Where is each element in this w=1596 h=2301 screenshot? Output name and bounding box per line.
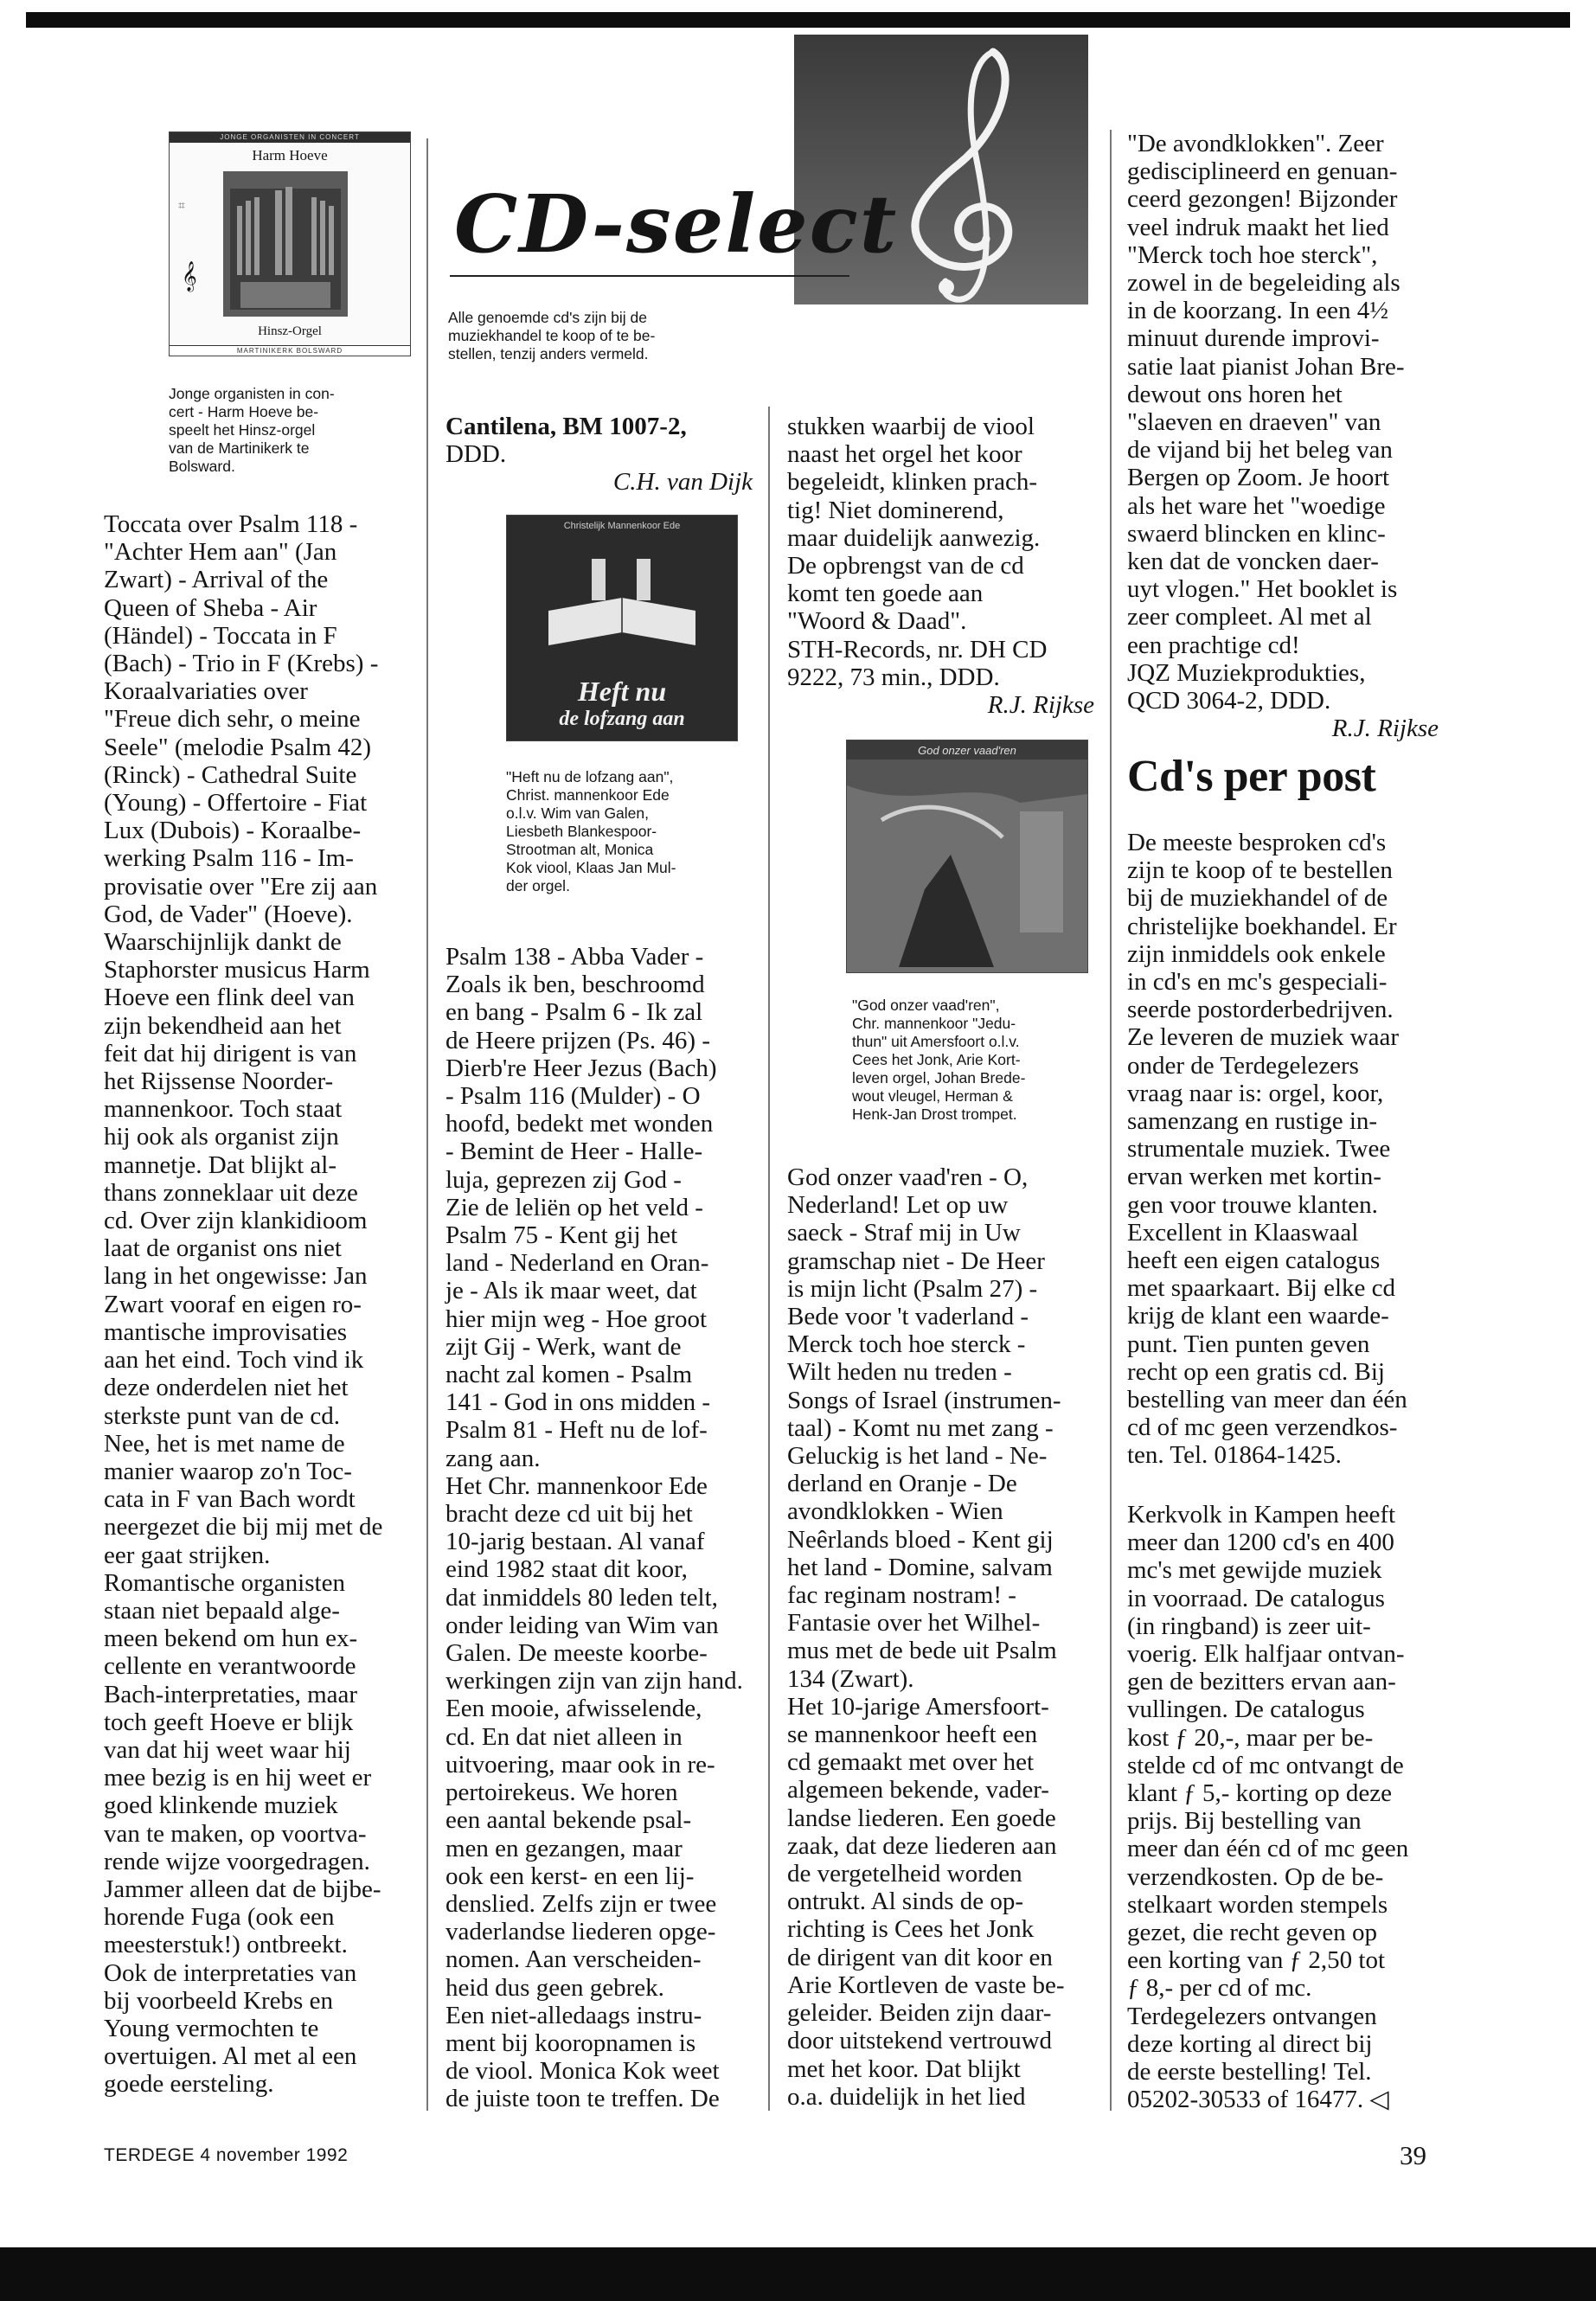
text-line: "slaeven en draeven" van xyxy=(1127,408,1381,437)
text-line: cd gemaakt met over het xyxy=(787,1748,1035,1777)
text-line: Merck toch hoe sterck - xyxy=(787,1330,1026,1359)
text-line: 10-jarig bestaan. Al vanaf xyxy=(445,1528,705,1556)
text-line: neergezet die bij mij met de xyxy=(104,1513,383,1541)
text-line: vullingen. De catalogus xyxy=(1127,1695,1365,1724)
cover3-top-text: God onzer vaad'ren xyxy=(918,744,1016,757)
text-line: landse liederen. Een goede xyxy=(787,1804,1056,1832)
cover-harm-hoeve xyxy=(169,131,411,356)
cover1-top-text: JONGE ORGANISTEN IN CONCERT xyxy=(170,132,410,143)
text-line: hier mijn weg - Hoe groot xyxy=(445,1304,708,1333)
text-line: gezet, die recht geven op xyxy=(1127,1919,1378,1947)
text-line: deze onderdelen niet het xyxy=(104,1374,349,1402)
text-line: voerig. Elk halfjaar ontvan- xyxy=(1127,1640,1405,1669)
top-border-bar xyxy=(26,12,1570,28)
article-cds-per-post-1 xyxy=(1127,829,1439,1470)
text-line: Terdegelezers ontvangen xyxy=(1127,2002,1377,2030)
text-line: eer gaat strijken. xyxy=(104,1541,271,1569)
text-line: zijn bekendheid aan het xyxy=(104,1011,342,1040)
text-line: uitvoering, maar ook in re- xyxy=(445,1750,715,1779)
text-line: als het ware het "woedige xyxy=(1127,491,1386,520)
review-text-2 xyxy=(445,943,753,2113)
text-line: meesterstuk!) ontbreekt. xyxy=(104,1931,348,1959)
text-line: (Young) - Offertoire - Fiat xyxy=(104,789,368,817)
text-line: samenzang en rustige in- xyxy=(1127,1107,1378,1136)
text-line: in de koorzang. In een 4½ xyxy=(1127,297,1388,325)
text-line: Neêrlands bloed - Kent gij xyxy=(787,1525,1054,1554)
text-line: derland en Oranje - De xyxy=(787,1470,1017,1498)
text-line: gen voor trouwe klanten. xyxy=(1127,1190,1378,1219)
text-line: Galen. De meeste koorbe- xyxy=(445,1639,708,1668)
text-line: dewout ons horen het xyxy=(1127,380,1343,408)
text-line: ken dat de voncken daer- xyxy=(1127,548,1379,576)
cover-god-onzer-vaadren xyxy=(846,740,1088,973)
text-line: onder de Terdegelezers xyxy=(1127,1051,1359,1080)
text-line: manier waarop zo'n Toc- xyxy=(104,1457,352,1485)
text-line: avondklokken - Wien xyxy=(787,1497,1003,1526)
text-line: God onzer vaad'ren - O, xyxy=(787,1163,1029,1191)
text-line: de viool. Monica Kok weet xyxy=(445,2057,720,2086)
text-line: je - Als ik maar weet, dat xyxy=(445,1277,697,1305)
text-line: is mijn licht (Psalm 27) - xyxy=(787,1274,1038,1303)
text-line: satie laat pianist Johan Bre- xyxy=(1127,352,1405,381)
text-line: het Rijssense Noorder- xyxy=(104,1067,334,1096)
text-line: 9222, 73 min., DDD. xyxy=(787,663,1000,691)
text-line: bij de muziekhandel of de xyxy=(1127,884,1388,913)
text-line: swaerd blincken en klinc- xyxy=(1127,519,1386,548)
text-line: naast het orgel het koor xyxy=(787,440,1022,469)
text-line: laat de organist ons niet xyxy=(104,1234,342,1263)
text-line: een aantal bekende psal- xyxy=(445,1806,692,1835)
text-line: Zwart) - Arrival of the xyxy=(104,566,329,594)
title-intro: Alle genoemde cd's zijn bij de muziekhandel te koop of te be- stellen, tenzij anders vermeld. xyxy=(448,309,656,362)
text-line: JQZ Muziekprodukties, xyxy=(1127,658,1366,687)
text-line: cd. En dat niet alleen in xyxy=(445,1722,683,1751)
text-line: o.a. duidelijk in het lied xyxy=(787,2082,1026,2111)
text-line: geleider. Beiden zijn daar- xyxy=(787,1999,1052,2028)
text-line: land - Nederland en Oran- xyxy=(445,1249,709,1278)
text-line: komt ten goede aan xyxy=(787,580,984,608)
text-line: rende wijze voorgedragen. xyxy=(104,1847,370,1875)
text-line: meer dan één cd of mc geen xyxy=(1127,1835,1409,1863)
text-line: luja, geprezen zij God - xyxy=(445,1165,682,1194)
text-line: denslied. Zelfs zijn er twee xyxy=(445,1889,717,1918)
text-line: zijn te koop of te bestellen xyxy=(1127,856,1393,885)
text-line: Een niet-alledaags instru- xyxy=(445,2001,702,2029)
text-line: Het 10-jarige Amersfoort- xyxy=(787,1692,1049,1721)
text-line: "Merck toch hoe sterck", xyxy=(1127,240,1378,269)
text-line: cd of mc geen verzendkos- xyxy=(1127,1413,1398,1442)
text-line: Nee, het is met name de xyxy=(104,1429,345,1458)
text-line: mannetje. Dat blijkt al- xyxy=(104,1150,337,1179)
text-line: gramschap niet - De Heer xyxy=(787,1247,1045,1275)
text-line: Seele" (melodie Psalm 42) xyxy=(104,733,372,761)
text-line: Songs of Israel (instrumen- xyxy=(787,1386,1061,1414)
review-jqz-top xyxy=(1127,130,1439,742)
text-line: christelijke boekhandel. Er xyxy=(1127,912,1397,940)
text-line: door uitstekend vertrouwd xyxy=(787,2027,1053,2055)
cover1-clef-icon: 𝄞 xyxy=(182,262,197,291)
text-line: zijn inmiddels ook enkele xyxy=(1127,939,1386,968)
text-line: men en gezangen, maar xyxy=(445,1834,683,1862)
column-rule-3 xyxy=(1110,130,1112,2111)
text-line: mus met de bede uit Psalm xyxy=(787,1637,1057,1665)
text-line: zaak, dat deze liederen aan xyxy=(787,1831,1057,1860)
text-line: mantische improvisaties xyxy=(104,1317,348,1346)
text-line: nomen. Aan verscheiden- xyxy=(445,1945,702,1974)
text-line: ook een kerst- en een lij- xyxy=(445,1862,695,1890)
text-line: Queen of Sheba - Air xyxy=(104,593,317,622)
text-line: verzendkosten. Op de be- xyxy=(1127,1862,1384,1891)
text-line: bracht deze cd uit bij het xyxy=(445,1500,693,1529)
text-line: - Bemint de Heer - Halle- xyxy=(445,1138,703,1166)
text-line: onder leiding van Wim van xyxy=(445,1611,719,1639)
text-line: ment bij kooropnamen is xyxy=(445,2029,696,2057)
text-line: richting is Cees het Jonk xyxy=(787,1915,1035,1944)
text-line: punt. Tien punten geven xyxy=(1127,1330,1370,1358)
column-rule-2 xyxy=(768,407,770,2111)
cover1-place: MARTINIKERK BOLSWARD xyxy=(170,345,410,356)
text-line: goed klinkende muziek xyxy=(104,1791,338,1820)
text-line: hoofd, bedekt met wonden xyxy=(445,1110,714,1138)
text-line: ceerd gezongen! Bijzonder xyxy=(1127,185,1398,214)
text-line: Zie de leliën op het veld - xyxy=(445,1193,703,1221)
section-heading-cds-per-post: Cd's per post xyxy=(1127,752,1376,801)
text-line: provisatie over "Ere zij aan xyxy=(104,872,378,901)
text-line: overtuigen. Al met al een xyxy=(104,2042,357,2071)
text-line: Zwart vooraf en eigen ro- xyxy=(104,1290,362,1318)
text-line: De meeste besproken cd's xyxy=(1127,829,1387,856)
text-line: (Rinck) - Cathedral Suite xyxy=(104,760,357,789)
review-harm-hoeve xyxy=(104,510,411,2099)
text-line: STH-Records, nr. DH CD xyxy=(787,635,1048,663)
text-line: (Händel) - Toccata in F xyxy=(104,621,337,650)
caption-god-onzer-vaadren: "God onzer vaad'ren", Chr. mannenkoor "Jedu- thun" uit Amersfoort o.l.v. Cees het Jonk, Arie Kort- leven orgel, Johan Brede- wout vleugel, Herman & Henk-Jan Drost trompet. xyxy=(852,997,1026,1123)
text-line: Nederland! Let op uw xyxy=(787,1191,1009,1220)
text-line: Geluckig is het land - Ne- xyxy=(787,1442,1048,1471)
text-line: zang aan. xyxy=(445,1444,541,1472)
text-line: De opbrengst van de cd xyxy=(787,552,1024,580)
album-cantilena: Cantilena, BM 1007-2, xyxy=(445,413,687,440)
text-line: in voorraad. De catalogus xyxy=(1127,1584,1385,1612)
text-line: het land - Domine, salvam xyxy=(787,1553,1053,1581)
text-line: in cd's en mc's gespeciali- xyxy=(1127,968,1388,997)
text-line: Bach-interpretaties, maar xyxy=(104,1680,358,1708)
text-line: Waarschijnlijk dankt de xyxy=(104,928,342,957)
cover2-title-2: de lofzang aan xyxy=(559,708,685,730)
text-line: mannenkoor. Toch staat xyxy=(104,1095,343,1124)
text-line: heid dus geen gebrek. xyxy=(445,1973,664,2002)
organ-image xyxy=(223,171,348,317)
text-line: Bergen op Zoom. Je hoort xyxy=(1127,464,1390,492)
text-line: Het Chr. mannenkoor Ede xyxy=(445,1471,708,1500)
text-line: seerde postorderbedrijven. xyxy=(1127,996,1394,1024)
text-line: stelkaart worden stempels xyxy=(1127,1890,1388,1919)
text-line: werking Psalm 116 - Im- xyxy=(104,844,354,873)
text-line: veel indruk maakt het lied xyxy=(1127,213,1389,241)
text-line: ƒ 8,- per cd of mc. xyxy=(1127,1974,1312,2003)
text-line: feit dat hij dirigent is van xyxy=(104,1039,357,1067)
text-line: ervan werken met kortin- xyxy=(1127,1163,1381,1191)
text-line: God, de Vader" (Hoeve). xyxy=(104,900,353,928)
text-line: een korting van ƒ 2,50 tot xyxy=(1127,1946,1386,1975)
text-line: saeck - Straf mij in Uw xyxy=(787,1219,1021,1247)
text-line: met spaarkaart. Bij elke cd xyxy=(1127,1274,1396,1303)
text-line: "Woord & Daad". xyxy=(787,607,967,636)
text-line: recht op een gratis cd. Bij xyxy=(1127,1357,1385,1386)
text-line: hij ook als organist zijn xyxy=(104,1123,339,1151)
text-line: meer dan 1200 cd's en 400 xyxy=(1127,1529,1394,1557)
text-line: Psalm 75 - Kent gij het xyxy=(445,1221,678,1250)
text-line: Ook de interpretaties van xyxy=(104,1958,357,1987)
text-line: eind 1982 staat dit koor, xyxy=(445,1555,688,1584)
text-line: Hoeve een flink deel van xyxy=(104,984,355,1012)
text-line: algemeen bekende, vader- xyxy=(787,1776,1049,1804)
text-line: Lux (Dubois) - Koraalbe- xyxy=(104,817,362,845)
text-line: een prachtige cd! xyxy=(1127,631,1300,659)
text-line: (in ringband) is zeer uit- xyxy=(1127,1612,1371,1640)
review-ede-koor: Cantilena, BM 1007-2, DDD. C.H. van Dijk xyxy=(445,413,753,497)
text-line: "Freue dich sehr, o meine xyxy=(104,705,361,734)
credit-rijkse-1: R.J. Rijkse xyxy=(987,691,1094,720)
caption-harm-hoeve: Jonge organisten in con- cert - Harm Hoeve be- speelt het Hinsz-orgel van de Martinikerk te Bolsward. xyxy=(169,385,335,475)
text-line: Staphorster musicus Harm xyxy=(104,956,370,984)
text-line: Fantasie over het Wilhel- xyxy=(787,1609,1041,1638)
text-line: goede eersteling. xyxy=(104,2070,274,2099)
text-line: Koraalvariaties over xyxy=(104,677,308,706)
text-line: "Achter Hem aan" (Jan xyxy=(104,538,337,567)
text-line: meen bekend om hun ex- xyxy=(104,1625,358,1653)
text-line: (Bach) - Trio in F (Krebs) - xyxy=(104,650,379,678)
text-line: Psalm 81 - Heft nu de lof- xyxy=(445,1416,708,1445)
text-line: van dat hij weet waar hij xyxy=(104,1735,351,1764)
cover2-top-text: Christelijk Mannenkoor Ede xyxy=(563,521,681,531)
caption-heft-nu: "Heft nu de lofzang aan", Christ. mannenkoor Ede o.l.v. Wim van Galen, Liesbeth Blankespoor- Strootman alt, Monica Kok viool, Klaas Jan Mul- der orgel. xyxy=(506,768,676,894)
text-line: tig! Niet dominerend, xyxy=(787,496,1004,524)
text-line: se mannenkoor heeft een xyxy=(787,1721,1038,1749)
text-line: Psalm 138 - Abba Vader - xyxy=(445,943,704,971)
text-line: Ze leveren de muziek waar xyxy=(1127,1023,1399,1052)
text-line: werkingen zijn van zijn hand. xyxy=(445,1667,743,1695)
text-line: thans zonneklaar uit deze xyxy=(104,1178,358,1207)
text-line: - Psalm 116 (Mulder) - O xyxy=(445,1082,701,1111)
text-line: krijg de klant een waarde- xyxy=(1127,1302,1389,1330)
open-book-image xyxy=(540,550,704,663)
text-line: Jammer alleen dat de bijbe- xyxy=(104,1875,381,1903)
text-line: taal) - Komt nu met zang - xyxy=(787,1413,1054,1442)
text-line: de dirigent van dit koor en xyxy=(787,1943,1053,1971)
text-line: stukken waarbij de viool xyxy=(787,413,1035,440)
footer-issue: TERDEGE 4 november 1992 xyxy=(104,2145,349,2165)
text-line: begeleidt, klinken prach- xyxy=(787,468,1038,497)
text-line: Romantische organisten xyxy=(104,1568,345,1597)
text-line: Zoals ik ben, beschroomd xyxy=(445,971,705,999)
cover1-name: Harm Hoeve xyxy=(252,147,328,163)
text-line: klant ƒ 5,- korting op deze xyxy=(1127,1779,1393,1808)
text-line: gen de bezitters ervan aan- xyxy=(1127,1668,1396,1696)
text-line: Een mooie, afwisselende, xyxy=(445,1695,702,1723)
text-line: vaderlandse liederen opge- xyxy=(445,1918,716,1946)
text-line: uyt vlogen." Het booklet is xyxy=(1127,575,1398,604)
text-line: deze korting al direct bij xyxy=(1127,2029,1373,2058)
text-line: 05202-30533 of 16477. ◁ xyxy=(1127,2086,1389,2114)
bottom-border-bar xyxy=(0,2247,1596,2301)
text-line: Toccata over Psalm 118 - xyxy=(104,510,358,538)
text-line: 141 - God in ons midden - xyxy=(445,1388,711,1417)
credit-rijkse-2: R.J. Rijkse xyxy=(1331,715,1439,743)
cover1-symbol-icon: ⌗ xyxy=(178,200,185,213)
text-line: zowel in de begeleiding als xyxy=(1127,269,1401,298)
text-line: stelde cd of mc ontvangt de xyxy=(1127,1751,1404,1779)
text-line: staan niet bepaald alge- xyxy=(104,1596,340,1625)
text-line: zeer compleet. Al met al xyxy=(1127,603,1372,631)
text-line: mc's met gewijde muziek xyxy=(1127,1556,1382,1585)
text-line: toch geeft Hoeve er blijk xyxy=(104,1708,354,1736)
text-line: zijt Gij - Werk, want de xyxy=(445,1332,682,1361)
text-line: de juiste toon te treffen. De xyxy=(445,2085,720,2113)
text-line: Kerkvolk in Kampen heeft xyxy=(1127,1501,1396,1529)
review-jeduthun-top xyxy=(787,413,1094,719)
column-rule-1 xyxy=(426,138,428,2111)
text-line: "De avondklokken". Zeer xyxy=(1127,130,1384,157)
text-line: cata in F van Bach wordt xyxy=(104,1485,356,1514)
cover2-title-1: Heft nu xyxy=(577,676,667,707)
text-line: dat inmiddels 80 leden telt, xyxy=(445,1583,718,1612)
text-line: mee bezig is en hij weet er xyxy=(104,1764,372,1792)
text-line: kost ƒ 20,-, maar per be- xyxy=(1127,1723,1374,1752)
text-line: cellente en verantwoorde xyxy=(104,1652,356,1681)
text-line: Dierb're Heer Jezus (Bach) xyxy=(445,1054,717,1082)
text-line: strumentale muziek. Twee xyxy=(1127,1135,1391,1163)
text-line: de vijand bij het beleg van xyxy=(1127,436,1393,465)
text-line: heeft een eigen catalogus xyxy=(1127,1247,1381,1275)
text-line: de Heere prijzen (Ps. 46) - xyxy=(445,1026,710,1054)
text-line: bestelling van meer dan één xyxy=(1127,1386,1407,1414)
text-line: de vergetelheid worden xyxy=(787,1860,1022,1888)
text-line: lang in het ongewisse: Jan xyxy=(104,1262,368,1291)
text-line: Wilt heden nu treden - xyxy=(787,1358,1012,1387)
text-line: bij voorbeeld Krebs en xyxy=(104,1986,333,2015)
cover1-organ: Hinsz-Orgel xyxy=(258,324,322,338)
text-line: gedisciplineerd en genuan- xyxy=(1127,157,1398,186)
text-line: en bang - Psalm 6 - Ik zal xyxy=(445,998,703,1027)
text-line: horende Fuga (ook een xyxy=(104,1903,335,1932)
review-text-3 xyxy=(787,1163,1094,2111)
text-line: aan het eind. Toch vind ik xyxy=(104,1346,364,1375)
text-line: Young vermochten te xyxy=(104,2014,319,2042)
text-line: Arie Kortleven de vaste be- xyxy=(787,1971,1065,1999)
text-line: nacht zal komen - Psalm xyxy=(445,1361,693,1389)
text-line: sterkste punt van de cd. xyxy=(104,1401,341,1430)
article-cds-per-post-2 xyxy=(1127,1501,1439,2113)
text-line: ten. Tel. 01864-1425. xyxy=(1127,1441,1342,1470)
text-line: cd. Over zijn klankidioom xyxy=(104,1207,368,1235)
credit-van-dijk: C.H. van Dijk xyxy=(612,468,753,497)
text-line: 134 (Zwart). xyxy=(787,1664,914,1693)
page-number: 39 xyxy=(1400,2140,1426,2170)
title-rule xyxy=(450,275,849,277)
text-line: QCD 3064-2, DDD. xyxy=(1127,687,1331,715)
text-line: ontrukt. Al sinds de op- xyxy=(787,1888,1024,1916)
text-line: vraag naar is: orgel, koor, xyxy=(1127,1079,1384,1107)
cover-heft-nu xyxy=(506,515,738,741)
text-line: pertoirekeus. We horen xyxy=(445,1779,678,1807)
text-line: met het koor. Dat blijkt xyxy=(787,2054,1021,2083)
monument-image xyxy=(847,760,1087,972)
review-text-1 xyxy=(104,510,411,2099)
text-line: fac reginam nostram! - xyxy=(787,1581,1016,1610)
text-line: van te maken, op voortva- xyxy=(104,1819,367,1848)
text-line: Excellent in Klaaswaal xyxy=(1127,1218,1359,1247)
text-line: maar duidelijk aanwezig. xyxy=(787,523,1041,552)
text-line: prijs. Bij bestelling van xyxy=(1127,1807,1362,1836)
text-line: minuut durende improvi- xyxy=(1127,324,1380,353)
text-line: Bede voor 't vaderland - xyxy=(787,1303,1029,1331)
text-line: de eerste bestelling! Tel. xyxy=(1127,2058,1372,2086)
cd-select-logo: CD-select xyxy=(454,177,899,271)
